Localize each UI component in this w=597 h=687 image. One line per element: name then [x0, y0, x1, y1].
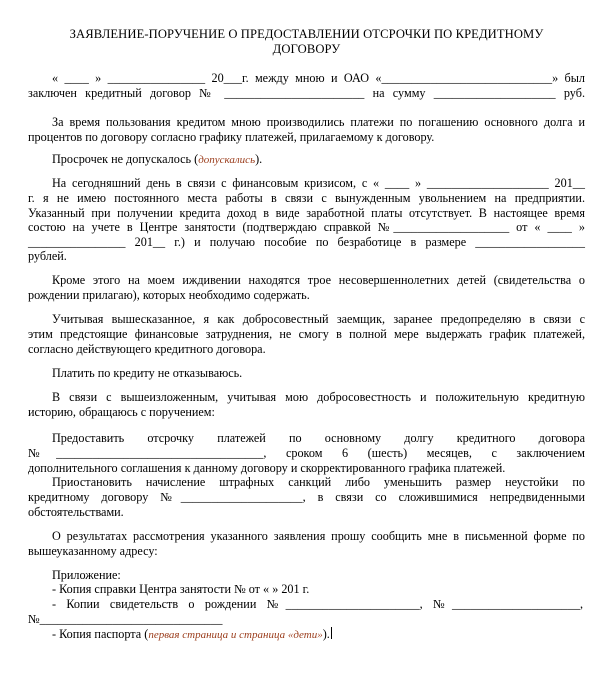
p2-line-2: процентов по договору согласно графику платежей, прилагаемому к договору. [28, 130, 435, 144]
p7-line: Платить по кредиту не отказываюсь. [52, 366, 243, 380]
attachment-item-1: - Копия справки Центра занятости № от « » 201 г. [52, 582, 310, 596]
p4-line-5: ________________ 201__ г.) и получаю пособие по безработице в размере __________________ [28, 235, 585, 249]
p11-line-2: вышеуказанному адресу: [28, 544, 158, 558]
p3-line [52, 152, 585, 167]
p5-line-2: рождении прилагаю), которых необходимо содержать. [28, 288, 310, 302]
attachment-item-4-end: ). [322, 627, 330, 641]
p4-line-1: На сегодняшний день в связи с финансовым кризисом, с « ____ » ____________________ 201__ [52, 176, 585, 190]
p10-line-2: кредитному договору №____________________, в связи со сложившимися непредвиденными [28, 490, 585, 504]
p5-line-1: Кроме этого на моем иждивении находятся трое несовершеннолетних детей (свидетельства о [52, 273, 585, 287]
p3-end: ). [255, 152, 263, 166]
p3-text: Просрочек не допускалось ( [52, 152, 199, 166]
p6-line-3: согласно действующего кредитного договора. [28, 342, 266, 356]
p4-line-3: Указанный при получении кредита доход в виде заработной платы отсутствует. В настоящее время [28, 206, 585, 220]
p8-line-2: историю, обращаюсь с поручением: [28, 405, 215, 419]
attachment-item-2: - Копии свидетельств о рождении №______________________, №_____________________, [52, 597, 583, 611]
attachment-item-3: №______________________________ [28, 612, 223, 626]
p9-line-2: №__________________________________, сроком 6 (шесть) месяцев, с заключением [28, 446, 585, 460]
p4-line-4: состою на учете в Центре занятости (подтверждаю справкой №___________________ от « ____ » [28, 220, 585, 234]
p10-line-3: обстоятельствами. [28, 505, 124, 519]
p2-line-1: За время пользования кредитом мною производились платежи по погашению основного долга и [52, 115, 585, 129]
p6-line-2: этим предстоящие финансовые затруднения, не смогу в полной мере выдержать график платежей, [28, 327, 585, 341]
p1-line-1: « ____ » ________________ 20___г. между мною и ОАО «____________________________» был [52, 71, 585, 85]
document-title-line-2: ДОГОВОРУ [272, 42, 341, 56]
p6-line-1: Учитывая вышесказанное, я как добросовестный заемщик, заранее предопределяю в связи с [52, 312, 585, 326]
attachment-item-4-note: первая страница и страница «дети» [148, 629, 323, 641]
p4-line-6: рублей. [28, 249, 67, 263]
p9-line-3: дополнительного соглашения к данному договору и скорректированного графика платежей. [28, 461, 506, 475]
p9-line-1: Предоставить отсрочку платежей по основному долгу кредитного договора [52, 431, 585, 445]
document-title-line-1: ЗАЯВЛЕНИЕ-ПОРУЧЕНИЕ О ПРЕДОСТАВЛЕНИИ ОТСРОЧКИ ПО КРЕДИТНОМУ [69, 27, 544, 41]
attachment-item-4-text: - Копия паспорта ( [52, 627, 149, 641]
p1-line-2: заключен кредитный договор № _______________________ на сумму ____________________ руб. [28, 86, 585, 100]
p10-line-1: Приостановить начисление штрафных санкций либо уменьшить размер неустойки по [52, 475, 585, 489]
p11-line-1: О результатах рассмотрения указанного заявления прошу сообщить мне в письменной форме по [52, 529, 585, 543]
p3-note: допускались [198, 154, 256, 166]
attachment-item-4 [52, 627, 585, 642]
text-cursor [331, 627, 332, 639]
p8-line-1: В связи с вышеизложенным, учитывая мою добросовестность и положительную кредитную [52, 390, 585, 404]
p4-line-2: г. я не имею постоянного места работы в связи с вынужденным увольнением на предприятии. [28, 191, 585, 205]
attachments-heading: Приложение: [52, 568, 121, 582]
